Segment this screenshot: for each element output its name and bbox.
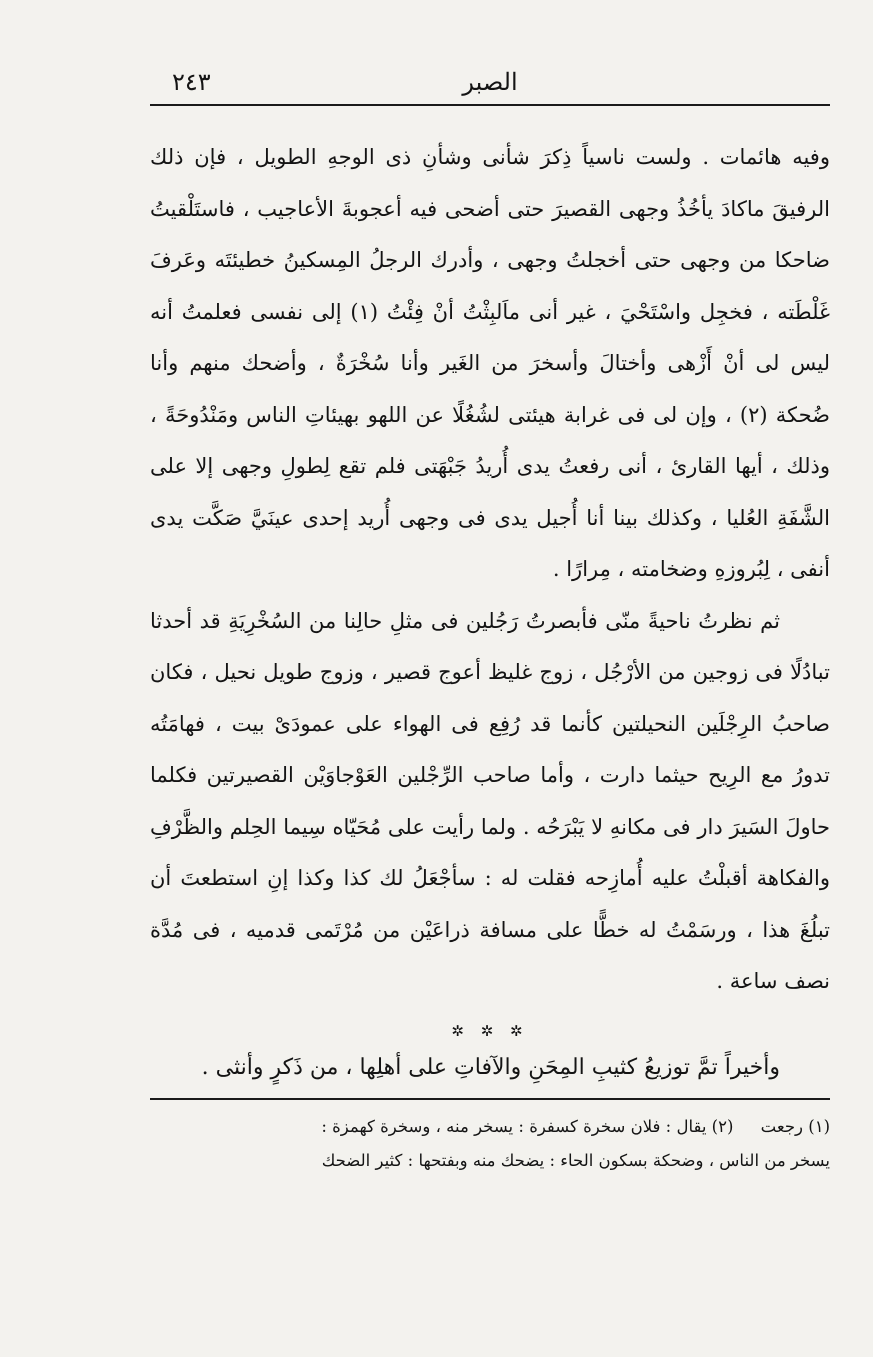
footnote-line-2: يسخر من الناس ، وضحكة بسكون الحاء : يضحك منه وبفتحها : كثير الضحك	[321, 1150, 830, 1170]
page-body	[150, 106, 830, 1090]
page-header	[150, 62, 830, 106]
section-separator: ✲ ✲ ✲	[451, 1021, 529, 1040]
page-number: ٢٤٣	[172, 68, 211, 96]
chapter-title: الصبر	[462, 68, 518, 96]
paragraph-2: ثم نظرتُ ناحيةً منّى فأبصرتُ رَجُلين فى مثلِ حالِنا من السُخْرِيَةِ قد أحدثا تبادُلًا فى زوجين من الأرْجُل ، زوج غليظ أعوج قصير ، وزوج طويل نحيل ، فكان صاحبُ الرِجْلَين النحيلتين كأنما قد رُفِع فى الهواء على عمودَىْ بيت ، فهامَتُه تدورُ مع الرِيح حيثما دارت ، وأما صاحب الرِّجْلين العَوْجاوَيْن القصيرتين فكلما حاولَ السَيرَ دار فى مكانهِ لا يَبْرَحُه . ولما رأيت على مُحَيّاه سِيما الحِلم والظَّرْفِ والفكاهة أقبلْتُ عليه أُمازِحه فقلت له : سأجْعَلُ لك كذا وكذا إنِ استطعتَ أن تبلُغَ هذا ، ورسَمْتُ له خطًّا على مسافة ذراعَيْن من مُرْتَمى قدميه ، فى مُدَّة نصف ساعة .	[150, 608, 830, 993]
footnote-1: (١) رجعت	[760, 1116, 830, 1136]
footnote-2: (٢) يقال : فلان سخرة كسفرة : يسخر منه ، وسخرة كهمزة :	[321, 1116, 734, 1136]
footnote-line-1	[150, 1110, 830, 1144]
footnotes	[150, 1100, 830, 1178]
book-page	[150, 62, 830, 1178]
closing-line: وأخيراً تمَّ توزيعُ كثيبِ المِحَنِ والآفاتِ على أهلِها ، من ذَكرٍ وأنثى .	[201, 1054, 780, 1080]
paragraph-1: وفيه هائمات . ولست ناسياً ذِكرَ شأنى وشأنِ ذى الوجهِ الطويل ، فإن ذلك الرفيقَ ماكادَ يأخُذُ وجهى القصيرَ حتى أضحى فيه أعجوبةَ الأعاجيب ، فاستَلْقيتُ ضاحكا من وجهى حتى أخجلتُ وجهى ، وأدرك الرجلُ المِسكينُ خطيئتَه وعَرفَ غَلْطَته ، فخجِل واسْتَحْيَ ، غير أنى ماَلبِثْتُ أنْ فِئْتُ (١) إلى نفسى فعلمتُ أنه ليس لى أنْ أَزْهى وأختالَ وأسخرَ من الغَير وأنا سُخْرَةٌ ، وأضحك منهم وأنا ضُحكة (٢) ، وإن لى فى غرابة هيئتى لشُغُلًا عن اللهو بهيئاتِ الناس ومَنْدُوحَةً ، وذلك ، أيها القارئ ، أنى رفعتُ يدى أُريدُ جَبْهَتى فلم تقع لِطولِ وجهى إلا على الشَّفَةِ العُليا ، وكذلك بينا أنا أُجيل يدى فى وجهى أُريد إحدى عينَيَّ صَكَّت يدى أنفى ، لِبُروزهِ وضخامته ، مِرارًا .	[150, 145, 831, 581]
